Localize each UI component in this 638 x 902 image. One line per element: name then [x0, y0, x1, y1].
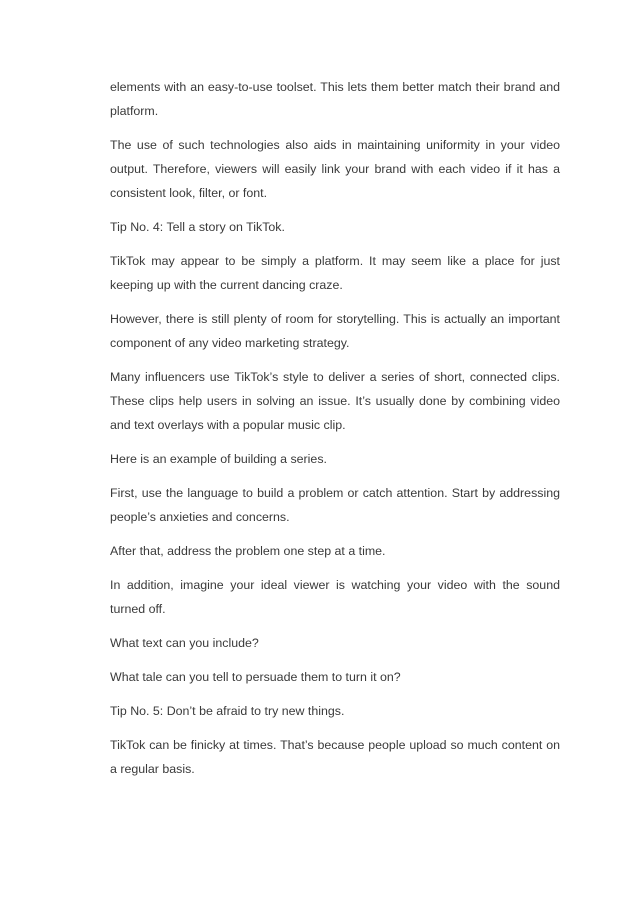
paragraph-8: First, use the language to build a problem or catch attention. Start by addressing people’s anxieties and concerns.: [110, 486, 560, 524]
document-body: [110, 75, 560, 791]
paragraph-10: In addition, imagine your ideal viewer is watching your video with the sound turned off.: [110, 578, 560, 616]
paragraph-12: What tale can you tell to persuade them to turn it on?: [110, 670, 401, 684]
paragraph-2: The use of such technologies also aids in maintaining uniformity in your video output. Therefore, viewers will easily link your brand with each video if it has a consistent look, filter, or font.: [110, 138, 560, 200]
paragraph-7: Here is an example of building a series.: [110, 452, 327, 466]
tip-5-heading: Tip No. 5: Don’t be afraid to try new things.: [110, 704, 345, 718]
paragraph-5: However, there is still plenty of room for storytelling. This is actually an important component of any video marketing strategy.: [110, 312, 560, 350]
paragraph-6: Many influencers use TikTok’s style to deliver a series of short, connected clips. These clips help users in solving an issue. It’s usually done by combining video and text overlays with a popular music clip.: [110, 370, 560, 432]
paragraph-4: TikTok may appear to be simply a platform. It may seem like a place for just keeping up with the current dancing craze.: [110, 254, 560, 292]
paragraph-11: What text can you include?: [110, 636, 259, 650]
tip-4-heading: Tip No. 4: Tell a story on TikTok.: [110, 220, 285, 234]
paragraph-9: After that, address the problem one step at a time.: [110, 544, 386, 558]
paragraph-1: elements with an easy-to-use toolset. This lets them better match their brand and platform.: [110, 80, 560, 118]
paragraph-14: TikTok can be finicky at times. That’s because people upload so much content on a regular basis.: [110, 738, 560, 776]
